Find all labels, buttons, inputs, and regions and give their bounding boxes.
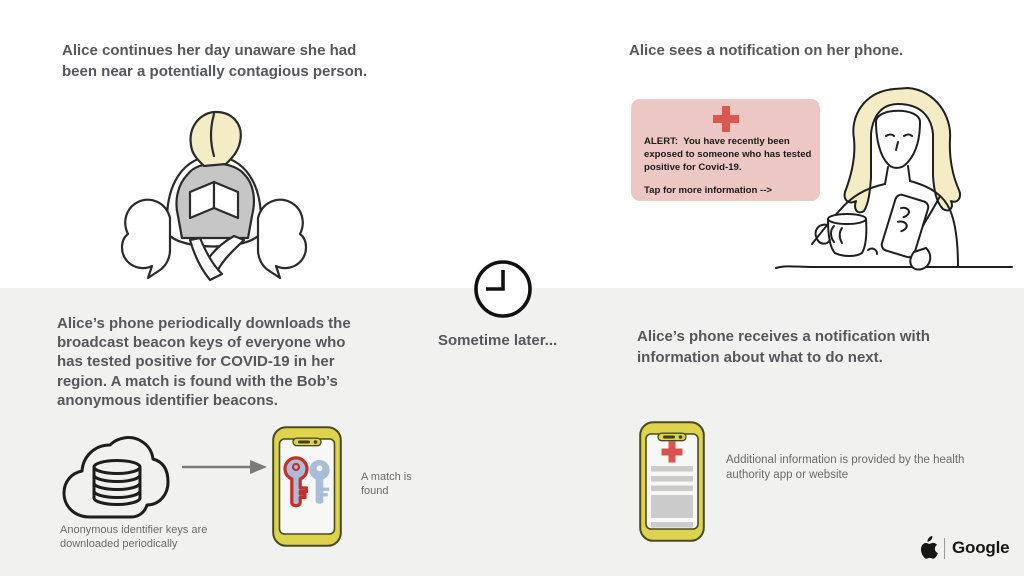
arrow-right-icon [180, 458, 268, 476]
person-face [876, 111, 920, 168]
scene3-heading-line1: Alice’s phone periodically downloads the [57, 315, 351, 332]
scene4-heading-line2: information about what to do next. [637, 349, 883, 366]
alert-tap-line: Tap for more information --> [644, 185, 773, 196]
chair-right-arm [258, 200, 306, 278]
google-wordmark: Google [952, 538, 1010, 557]
divider-label: Sometime later... [438, 332, 558, 349]
footer-divider [944, 538, 945, 559]
alert-line1: ALERT: You have recently been [644, 136, 790, 147]
scene3-heading-line2: broadcast beacon keys of everyone who [57, 334, 346, 352]
footer-brands [918, 535, 1009, 561]
scene2-heading-line1: Alice sees a notification on her phone. [629, 42, 904, 59]
alert-line3: positive for Covid-19. [644, 162, 742, 173]
phone-with-keys [272, 426, 342, 547]
apple-logo-icon [918, 536, 938, 560]
mug [816, 214, 867, 256]
scene3-heading [57, 314, 351, 410]
alice-phone-mug-illustration [772, 84, 1024, 284]
scene3-heading-line4: region. A match is found with the Bob’s [57, 372, 338, 390]
person-thumb [868, 249, 877, 254]
match-caption: A match is found [361, 471, 412, 497]
scene1-heading-line1: Alice continues her day unaware she had [62, 42, 357, 59]
medical-cross-icon [711, 104, 741, 134]
person-neck-right [908, 166, 910, 181]
person-neck-left [885, 167, 888, 184]
clock-icon [471, 257, 535, 321]
scene4-heading-line1: Alice’s phone receives a notification with [637, 328, 930, 345]
chair-left-arm [122, 200, 170, 278]
scene1-heading [62, 40, 367, 82]
cloud-database-icon [60, 433, 172, 529]
table-line [776, 266, 1012, 268]
phone-content-block [651, 495, 693, 518]
alice-reading-armchair-illustration [108, 86, 320, 282]
phone-with-health-info [639, 421, 705, 542]
phone-camera [314, 440, 318, 444]
cloud-caption: Anonymous identifier keys are downloaded periodically [60, 524, 208, 550]
health-info-caption: Additional information is provided by the health authority app or website [726, 454, 965, 481]
scene4-heading [637, 326, 930, 368]
scene3-heading-line3: has tested positive for COVID-19 in her [57, 353, 335, 371]
scene3-heading-line5: anonymous identifier beacons. [57, 391, 278, 409]
phone-camera [679, 435, 683, 439]
alert-line2: exposed to someone who has tested [644, 149, 812, 160]
phone-speaker [298, 441, 310, 444]
scene1-heading-line2: been near a potentially contagious person. [62, 63, 368, 80]
phone-speaker [663, 436, 675, 439]
person-hair [191, 112, 241, 166]
scene2-heading [629, 40, 903, 61]
